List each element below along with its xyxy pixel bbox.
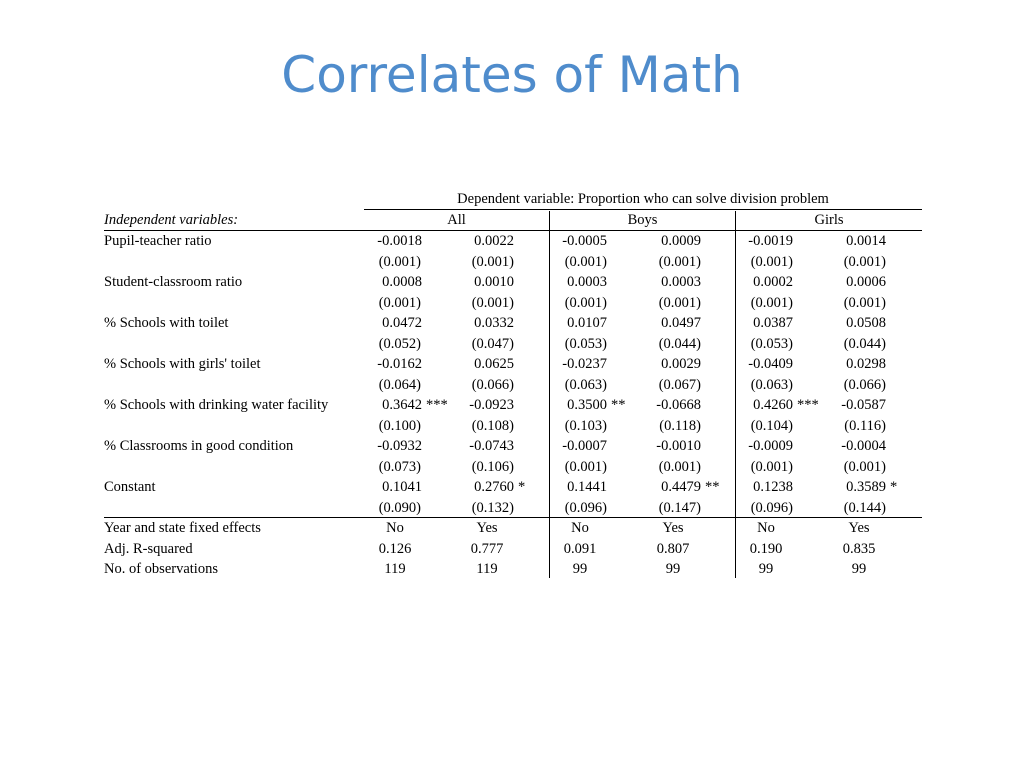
standard-error-cell: (0.103) bbox=[564, 417, 607, 434]
standard-error-cell: (0.147) bbox=[658, 499, 701, 516]
slide-title: Correlates of Math bbox=[281, 46, 743, 104]
coefficient-cell: -0.0019 bbox=[748, 233, 793, 249]
coefficient-cell: -0.0932 bbox=[377, 438, 422, 454]
footer-value-cell: No bbox=[571, 520, 589, 536]
footer-row-label: No. of observations bbox=[104, 561, 218, 577]
coefficient-cell: -0.0018 bbox=[377, 233, 422, 249]
footer-row-label: Year and state fixed effects bbox=[104, 520, 261, 536]
row-label: Constant bbox=[104, 479, 156, 495]
significance-stars: ** bbox=[705, 479, 720, 495]
coefficient-cell: 0.0625 bbox=[474, 356, 514, 372]
coefficient-cell: 0.0107 bbox=[567, 315, 607, 331]
standard-error-cell: (0.001) bbox=[564, 294, 607, 311]
significance-stars: * bbox=[890, 479, 898, 495]
coefficient-cell: 0.4479 bbox=[661, 479, 701, 495]
footer-value-cell: Yes bbox=[662, 520, 684, 536]
standard-error-cell: (0.106) bbox=[471, 458, 514, 475]
coefficient-cell: -0.0005 bbox=[562, 233, 607, 249]
standard-error-cell: (0.047) bbox=[471, 335, 514, 352]
coefficient-cell: 0.0003 bbox=[567, 274, 607, 290]
coefficient-cell: 0.0472 bbox=[382, 315, 422, 331]
coefficient-cell: 0.0010 bbox=[474, 274, 514, 290]
footer-value-cell: 0.091 bbox=[563, 540, 597, 557]
footer-value-cell: 99 bbox=[851, 561, 867, 577]
standard-error-cell: (0.001) bbox=[843, 458, 886, 475]
coefficient-cell: 0.0022 bbox=[474, 233, 514, 249]
footer-row-label: Adj. R-squared bbox=[104, 540, 193, 557]
footer-value-cell: 0.777 bbox=[470, 540, 504, 557]
significance-stars: * bbox=[518, 479, 526, 495]
row-label: % Schools with drinking water facility bbox=[104, 397, 329, 413]
coefficient-cell: 0.0387 bbox=[753, 315, 793, 331]
coefficient-cell: 0.3642 bbox=[382, 397, 422, 413]
row-label: Student-classroom ratio bbox=[104, 274, 243, 290]
standard-error-cell: (0.064) bbox=[378, 376, 421, 393]
coefficient-cell: -0.0923 bbox=[469, 397, 514, 413]
footer-value-cell: 99 bbox=[572, 561, 588, 577]
standard-error-cell: (0.100) bbox=[378, 417, 421, 434]
standard-error-cell: (0.001) bbox=[378, 294, 421, 311]
standard-error-cell: (0.108) bbox=[471, 417, 514, 434]
footer-value-cell: 0.807 bbox=[656, 540, 690, 557]
standard-error-cell: (0.001) bbox=[843, 253, 886, 270]
coefficient-cell: 0.3500 bbox=[567, 397, 607, 413]
coefficient-cell: 0.0006 bbox=[846, 274, 886, 290]
footer-value-cell: 0.126 bbox=[378, 540, 412, 557]
coefficient-cell: -0.0587 bbox=[841, 397, 886, 413]
group-header-girls: Girls bbox=[814, 212, 844, 228]
significance-stars: *** bbox=[797, 397, 819, 413]
standard-error-cell: (0.001) bbox=[471, 253, 514, 270]
coefficient-cell: 0.2760 bbox=[474, 479, 514, 495]
footer-value-cell: 119 bbox=[476, 561, 498, 577]
standard-error-cell: (0.132) bbox=[471, 499, 514, 516]
standard-error-cell: (0.073) bbox=[378, 458, 421, 475]
row-label: % Schools with toilet bbox=[104, 315, 229, 331]
standard-error-cell: (0.001) bbox=[750, 253, 793, 270]
standard-error-cell: (0.001) bbox=[658, 253, 701, 270]
dependent-variable-header: Dependent variable: Proportion who can solve division problem bbox=[457, 191, 829, 207]
coefficient-cell: 0.1238 bbox=[753, 479, 793, 495]
coefficient-cell: -0.0010 bbox=[656, 438, 701, 454]
group-header-boys: Boys bbox=[627, 212, 658, 228]
standard-error-cell: (0.001) bbox=[658, 294, 701, 311]
coefficient-cell: -0.0004 bbox=[841, 438, 886, 454]
row-label: % Classrooms in good condition bbox=[104, 438, 294, 454]
coefficient-cell: -0.0162 bbox=[377, 356, 422, 372]
coefficient-cell: 0.1041 bbox=[382, 479, 422, 495]
coefficient-cell: 0.0009 bbox=[661, 233, 701, 249]
footer-value-cell: 0.835 bbox=[842, 540, 876, 557]
footer-value-cell: No bbox=[757, 520, 775, 536]
footer-value-cell: No bbox=[386, 520, 404, 536]
footer-value-cell: 99 bbox=[758, 561, 774, 577]
standard-error-cell: (0.044) bbox=[658, 335, 701, 352]
coefficient-cell: 0.3589 bbox=[846, 479, 886, 495]
coefficient-cell: 0.0029 bbox=[661, 356, 701, 372]
coefficient-cell: -0.0237 bbox=[562, 356, 607, 372]
coefficient-cell: -0.0009 bbox=[748, 438, 793, 454]
coefficient-cell: 0.0003 bbox=[661, 274, 701, 290]
footer-value-cell: 99 bbox=[665, 561, 681, 577]
footer-value-cell: Yes bbox=[476, 520, 498, 536]
standard-error-cell: (0.052) bbox=[378, 335, 421, 352]
standard-error-cell: (0.067) bbox=[658, 376, 701, 393]
standard-error-cell: (0.001) bbox=[564, 458, 607, 475]
standard-error-cell: (0.090) bbox=[378, 499, 421, 516]
coefficient-cell: 0.0508 bbox=[846, 315, 886, 331]
standard-error-cell: (0.096) bbox=[750, 499, 793, 516]
standard-error-cell: (0.001) bbox=[658, 458, 701, 475]
standard-error-cell: (0.053) bbox=[750, 335, 793, 352]
standard-error-cell: (0.104) bbox=[750, 417, 793, 434]
standard-error-cell: (0.118) bbox=[659, 417, 701, 434]
standard-error-cell: (0.063) bbox=[750, 376, 793, 393]
coefficient-cell: -0.0668 bbox=[656, 397, 701, 413]
significance-stars: ** bbox=[611, 397, 626, 413]
coefficient-cell: -0.0743 bbox=[469, 438, 514, 454]
coefficient-cell: 0.0014 bbox=[846, 233, 886, 249]
significance-stars: *** bbox=[426, 397, 448, 413]
standard-error-cell: (0.001) bbox=[471, 294, 514, 311]
coefficient-cell: 0.0298 bbox=[846, 356, 886, 372]
standard-error-cell: (0.066) bbox=[843, 376, 886, 393]
standard-error-cell: (0.001) bbox=[750, 294, 793, 311]
coefficient-cell: -0.0007 bbox=[562, 438, 607, 454]
row-label: Pupil-teacher ratio bbox=[104, 233, 212, 249]
coefficient-cell: 0.4260 bbox=[753, 397, 793, 413]
standard-error-cell: (0.001) bbox=[378, 253, 421, 270]
group-header-all: All bbox=[447, 212, 466, 228]
footer-value-cell: 119 bbox=[384, 561, 406, 577]
independent-variables-label: Independent variables: bbox=[104, 212, 239, 228]
coefficient-cell: 0.0008 bbox=[382, 274, 422, 290]
standard-error-cell: (0.063) bbox=[564, 376, 607, 393]
standard-error-cell: (0.096) bbox=[564, 499, 607, 516]
coefficient-cell: 0.0497 bbox=[661, 315, 701, 331]
footer-value-cell: Yes bbox=[848, 520, 870, 536]
standard-error-cell: (0.001) bbox=[564, 253, 607, 270]
coefficient-cell: 0.1441 bbox=[567, 479, 607, 495]
standard-error-cell: (0.044) bbox=[843, 335, 886, 352]
row-label: % Schools with girls' toilet bbox=[104, 356, 261, 372]
coefficient-cell: 0.0002 bbox=[753, 274, 793, 290]
coefficient-cell: -0.0409 bbox=[748, 356, 793, 372]
standard-error-cell: (0.144) bbox=[843, 499, 886, 516]
standard-error-cell: (0.001) bbox=[750, 458, 793, 475]
coefficient-cell: 0.0332 bbox=[474, 315, 514, 331]
standard-error-cell: (0.053) bbox=[564, 335, 607, 352]
standard-error-cell: (0.116) bbox=[844, 417, 886, 434]
footer-value-cell: 0.190 bbox=[749, 540, 783, 557]
standard-error-cell: (0.066) bbox=[471, 376, 514, 393]
standard-error-cell: (0.001) bbox=[843, 294, 886, 311]
